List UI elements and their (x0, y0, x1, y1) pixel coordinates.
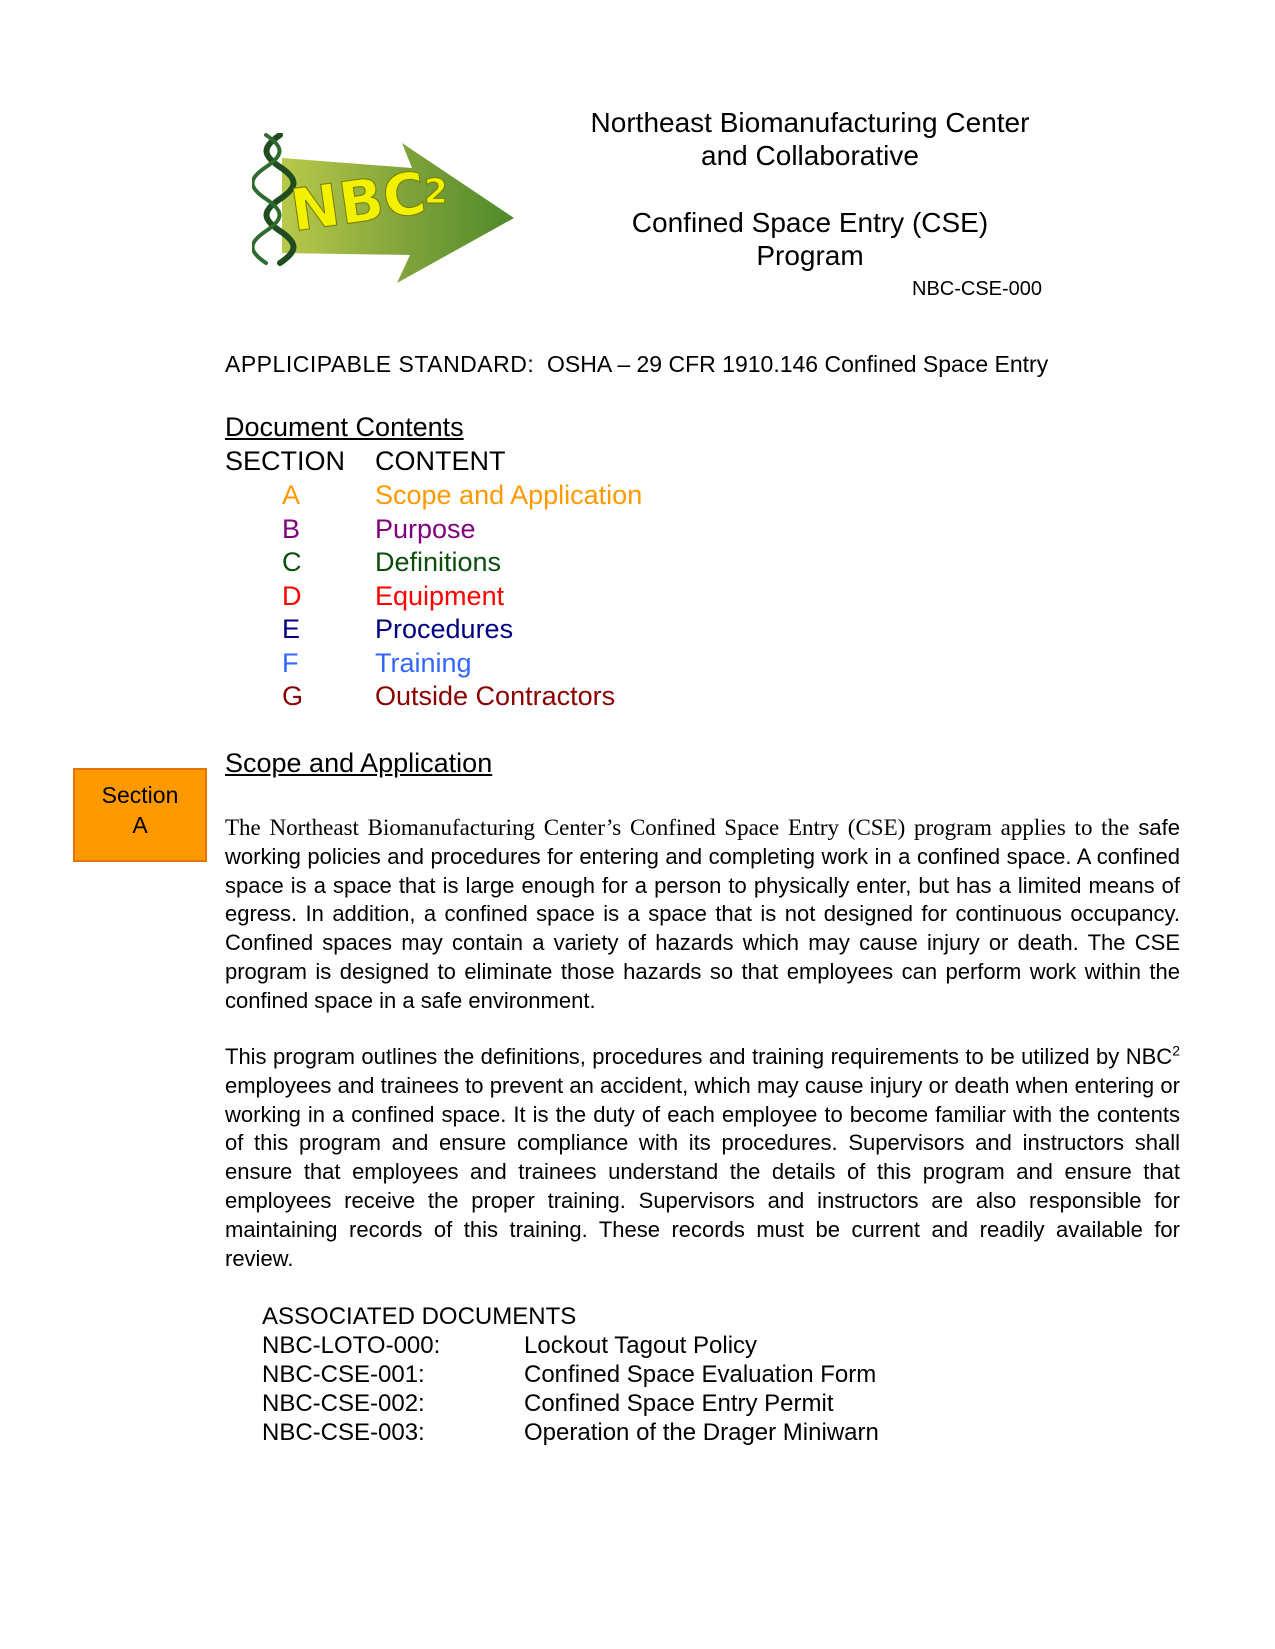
toc-row[interactable] (225, 680, 642, 714)
associated-doc-row[interactable] (262, 1360, 879, 1389)
toc-row[interactable] (225, 647, 642, 681)
org-name-line2: and Collaborative (701, 140, 919, 171)
toc-row[interactable] (225, 513, 642, 547)
document-code: NBC-CSE-000 (912, 278, 1043, 300)
toc-name: Equipment (375, 580, 505, 611)
toc-name: Training (375, 647, 472, 678)
scope-paragraph-1-lead: The Northeast Biomanufacturing Center’s Confined Space Entry (CSE) program applies to the (225, 815, 1130, 840)
toc-letter: G (282, 681, 304, 711)
scope-heading: Scope and Application (225, 748, 493, 778)
associated-documents-title: ASSOCIATED DOCUMENTS (262, 1303, 577, 1330)
standard-value: OSHA – 29 CFR 1910.146 Confined Space Entry (547, 351, 1049, 377)
doc-name: Confined Space Evaluation Form (524, 1361, 877, 1388)
contents-header-row (225, 446, 506, 477)
scope-paragraph-1-body: safe working policies and procedures for entering and completing work in a confined space. A confined space is a space that is large enough for a person to physically enter, but has a limited means of egress. In addition, a confined space is a space that is not designed for continuous occupancy. Confined spaces may contain a variety of hazards which may cause injury or death. The CSE program is designed to eliminate those hazards so that employees can perform work within the confined space in a safe environment. (225, 815, 1180, 1013)
toc-row[interactable] (225, 580, 642, 614)
applicable-standard (225, 351, 1048, 378)
org-name-line1: Northeast Biomanufacturing Center (590, 107, 1030, 138)
scope-paragraph-2-body: employees and trainees to prevent an accident, which may cause injury or death when entering or working in a confined space. It is the duty of each employee to become familiar with the contents of this program and ensure compliance with its procedures. Supervisors and instructors shall ensure that employees and trainees understand the details of this program and ensure that employees receive the proper training. Supervisors and instructors are also responsible for maintaining records of this training. These records must be current and readily available for review. (225, 1072, 1180, 1271)
doc-code: NBC-CSE-001: (262, 1361, 425, 1388)
doc-name: Lockout Tagout Policy (524, 1332, 758, 1359)
standard-label: APPLICIPABLE STANDARD: (225, 351, 535, 377)
program-title-line2: Program (756, 240, 864, 271)
scope-paragraph-2-start: This program outlines the definitions, procedures and training requirements to be utilized by NBC (225, 1044, 1173, 1069)
toc-name: Scope and Application (375, 480, 643, 510)
toc-letter: E (282, 614, 301, 644)
toc-name: Procedures (375, 614, 514, 644)
toc-name: Purpose (375, 513, 476, 544)
scope-paragraph-2 (225, 1043, 1180, 1273)
document-header (560, 106, 1060, 272)
toc-letter: B (282, 513, 301, 544)
toc-row[interactable] (225, 546, 642, 580)
toc-letter: F (282, 647, 299, 678)
document-contents-title: Document Contents (225, 412, 464, 442)
program-title-line1: Confined Space Entry (CSE) (631, 207, 989, 238)
doc-code: NBC-LOTO-000: (262, 1332, 441, 1359)
section-marker-box (73, 768, 207, 862)
toc-letter: A (282, 480, 301, 510)
associated-doc-row[interactable] (262, 1418, 879, 1447)
toc-letter: D (282, 580, 302, 611)
scope-paragraph-1 (225, 814, 1180, 1016)
superscript-2: 2 (1172, 1042, 1180, 1059)
doc-name: Confined Space Entry Permit (524, 1390, 834, 1417)
doc-code: NBC-CSE-003: (262, 1419, 425, 1446)
section-marker-letter: A (132, 812, 148, 838)
logo-text: NBC (286, 158, 430, 245)
toc-row[interactable] (225, 613, 642, 647)
toc-name: Outside Contractors (375, 681, 616, 711)
toc-letter: C (282, 547, 302, 577)
toc-name: Definitions (375, 547, 502, 577)
toc-row[interactable] (225, 479, 642, 513)
doc-name: Operation of the Drager Miniwarn (524, 1419, 879, 1446)
nbc2-logo (252, 133, 514, 288)
content-column-header: CONTENT (375, 446, 506, 476)
associated-documents (262, 1302, 879, 1447)
associated-doc-row[interactable] (262, 1389, 879, 1418)
section-marker-label: Section (101, 782, 179, 808)
associated-doc-row[interactable] (262, 1331, 879, 1360)
contents-table (225, 479, 642, 714)
section-column-header: SECTION (225, 446, 346, 476)
doc-code: NBC-CSE-002: (262, 1390, 425, 1417)
logo-superscript: 2 (424, 172, 448, 212)
